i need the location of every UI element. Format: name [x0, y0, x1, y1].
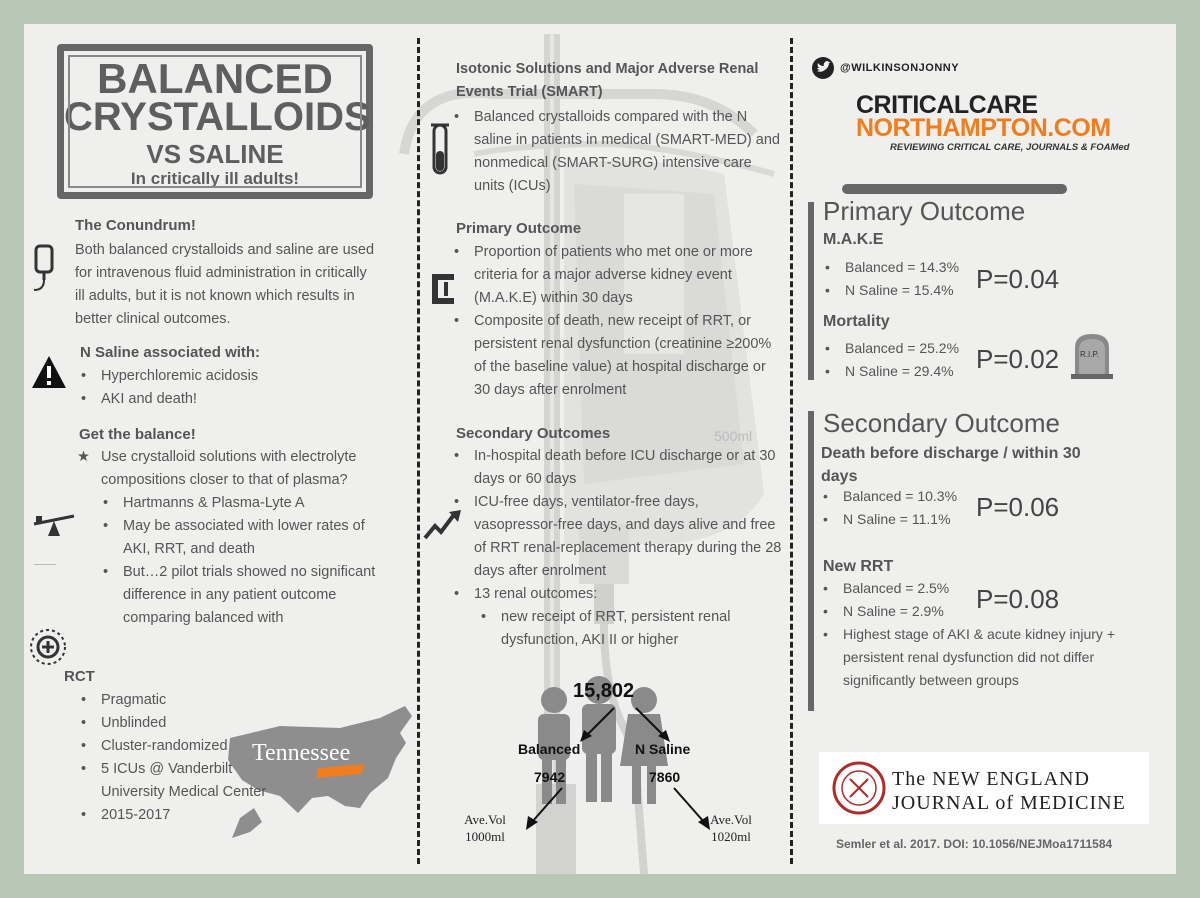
balanced-volume: [460, 811, 510, 845]
title-crystalloids: CRYSTALLOIDS: [64, 95, 371, 139]
iv-drip-icon: [28, 244, 64, 294]
twitter-icon: [811, 57, 835, 79]
balance-star-list: [79, 446, 389, 492]
primary-outcome-list: [452, 241, 782, 402]
death-list: [821, 485, 981, 531]
list-item: • Proportion of patients who met one or more criteria for a major adverse kidney event (M.A.K.E) within 30 days: [452, 241, 782, 310]
primary-bracket: [808, 202, 821, 380]
list-item: • May be associated with lower rates of AKI, RRT, and death: [101, 515, 391, 561]
saline-count: 7860: [649, 769, 681, 785]
title-vs-saline: VS SALINE: [146, 139, 284, 169]
rrt-p-value: P=0.08: [976, 584, 1060, 614]
list-item: • Balanced = 2.5%: [821, 577, 1151, 600]
logo-top: CRITICALCARE: [856, 91, 1038, 119]
list-item: • N Saline = 11.1%: [821, 508, 981, 531]
list-item: • AKI and death!: [79, 388, 379, 411]
death-heading: Death before discharge / within 30 days: [821, 445, 1081, 485]
list-item: • 13 renal outcomes:: [452, 583, 782, 606]
citation: Semler et al. 2017. DOI: 10.1056/NEJMoa1711584: [836, 837, 1113, 851]
balance-sub-list: [101, 492, 391, 630]
trial-heading: Isotonic Solutions and Major Adverse Renal Events Trial (SMART): [456, 61, 759, 100]
plus-target-icon: [28, 627, 68, 667]
title-balanced: BALANCED: [97, 55, 333, 102]
list-item: • N Saline = 15.4%: [823, 279, 983, 302]
secondary-outcomes-heading: Secondary Outcomes: [456, 425, 611, 442]
split-arrows: [574, 704, 684, 744]
list-item: • Balanced = 14.3%: [823, 256, 983, 279]
list-item: • Composite of death, new receipt of RRT, or persistent renal dysfunction (creatinine ≥200% of the baseline value) at hospital discharge or 30 days after enrolment: [452, 310, 782, 402]
tennessee-label: Tennessee: [252, 740, 351, 766]
list-item: ★ Use crystalloid solutions with electrolyte compositions closer to that of plasma?: [79, 446, 389, 492]
warning-icon: [30, 354, 68, 390]
balanced-volume-label: Ave.Vol: [464, 812, 506, 827]
seesaw-icon: [32, 512, 76, 538]
balanced-count: 7942: [534, 769, 566, 785]
total-participants: 15,802: [573, 680, 635, 702]
tombstone-label: R.I.P.: [1080, 350, 1099, 359]
make-heading: M.A.K.E: [823, 231, 884, 248]
infographic-card: [24, 24, 1176, 874]
list-item: • Hartmanns & Plasma-Lyte A: [101, 492, 391, 515]
list-item: • Balanced = 25.2%: [823, 337, 983, 360]
logo-bottom: NORTHAMPTON.COM: [856, 114, 1111, 142]
saline-volume: [706, 811, 756, 845]
saline-volume-value: 1020ml: [711, 829, 751, 844]
trial-list: [452, 106, 782, 198]
list-item: • Balanced = 10.3%: [821, 485, 981, 508]
mortality-heading: Mortality: [823, 313, 890, 330]
list-item: • 5 ICUs @ Vanderbilt University Medical Center: [79, 758, 291, 804]
conundrum-text: Both balanced crystalloids and saline are used for intravenous fluid administration in critically ill adults, but it is not known which results in better clinical outcomes.: [75, 242, 375, 327]
twitter-handle: @WILKINSONJONNY: [840, 62, 960, 74]
list-item: • Unblinded: [79, 712, 309, 735]
saline-list: [79, 365, 379, 411]
list-item: • new receipt of RRT, persistent renal dysfunction, AKI II or higher: [479, 606, 759, 652]
list-item: • Cluster-randomized: [79, 735, 309, 758]
secondary-outcomes-sublist: [479, 606, 759, 652]
list-item: • ICU-free days, ventilator-free days, vasopressor-free days, and days alive and free of RRT renal-replacement therapy during the 28 days after enrolment: [452, 491, 782, 583]
list-item: • But…2 pilot trials showed no significant difference in any patient outcome comparing balanced with: [101, 561, 391, 630]
secondary-outcomes-list: [452, 445, 782, 606]
column-divider-right: [790, 38, 793, 864]
mortality-p-value: P=0.02: [976, 344, 1060, 374]
make-p-value: P=0.04: [976, 264, 1060, 294]
saline-volume-label: Ave.Vol: [710, 812, 752, 827]
list-item: • Pragmatic: [79, 689, 309, 712]
small-divider: [34, 564, 56, 565]
saline-heading: N Saline associated with:: [80, 344, 261, 361]
nejm-line2: JOURNAL of MEDICINE: [892, 792, 1126, 814]
rct-list: [79, 689, 309, 827]
rct-heading: RCT: [64, 668, 95, 685]
nejm-seal: [832, 761, 886, 815]
list-item: • Balanced crystalloids compared with the N saline in patients in medical (SMART-MED) and nonmedical (SMART-SURG) intensive care units (ICUs): [452, 106, 782, 198]
nejm-line1: The NEW ENGLAND: [892, 768, 1090, 790]
make-list: [823, 256, 983, 302]
test-tube-icon: [427, 121, 453, 181]
bag-volume-label: 500ml: [714, 428, 753, 444]
title-subtitle: In critically ill adults!: [130, 169, 300, 188]
saline-label: N Saline: [635, 741, 691, 757]
list-item: • N Saline = 29.4%: [823, 360, 983, 383]
conundrum-heading: The Conundrum!: [75, 217, 196, 234]
list-item: • In-hospital death before ICU discharge or at 30 days or 60 days: [452, 445, 782, 491]
list-item: • 2015-2017: [79, 804, 309, 827]
balanced-volume-value: 1000ml: [465, 829, 505, 844]
list-item: • Hyperchloremic acidosis: [79, 365, 379, 388]
logo-tagline: REVIEWING CRITICAL CARE, JOURNALS & FOAMed: [890, 142, 1130, 153]
volume-arrows: [494, 784, 734, 834]
brush-divider: [842, 184, 1067, 194]
mortality-list: [823, 337, 983, 383]
title-box: [57, 44, 373, 199]
secondary-outcome-title: Secondary Outcome: [823, 408, 1061, 438]
primary-outcome-title: Primary Outcome: [823, 196, 1026, 226]
balanced-label: Balanced: [518, 741, 581, 757]
rrt-heading: New RRT: [823, 558, 894, 575]
list-item: • Highest stage of AKI & acute kidney injury + persistent renal dysfunction did not differ significantly between groups: [821, 623, 1151, 692]
death-p-value: P=0.06: [976, 492, 1060, 522]
primary-outcome-heading: Primary Outcome: [456, 220, 582, 237]
secondary-bracket: [808, 411, 821, 711]
list-item: • N Saline = 2.9%: [821, 600, 1151, 623]
balance-heading: Get the balance!: [79, 426, 196, 443]
